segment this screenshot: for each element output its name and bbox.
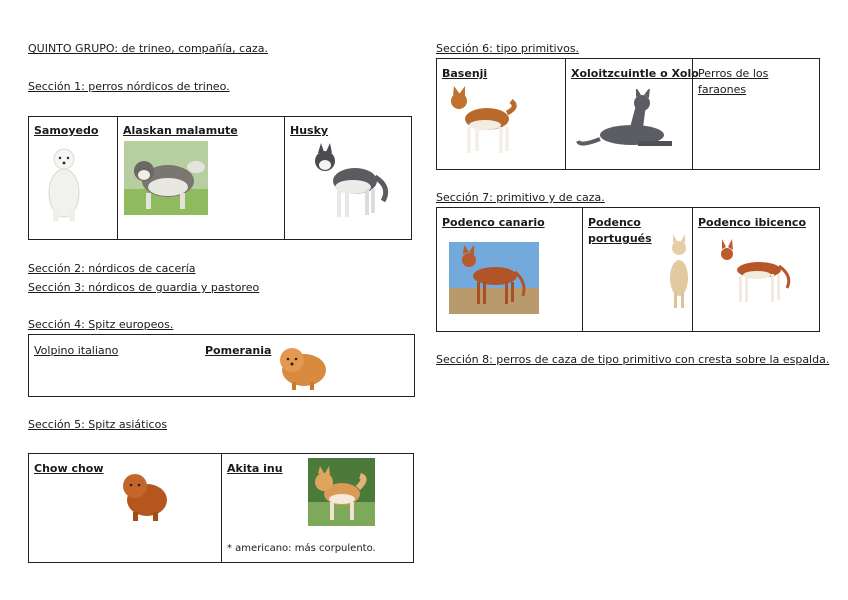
cell-podenco-canario <box>437 208 582 331</box>
basenji-image <box>445 85 521 157</box>
cell-xoloitzcuintle <box>565 59 699 169</box>
xoloitzcuintle-image <box>576 89 682 153</box>
cell-chow-chow <box>29 454 221 562</box>
section-5-heading: Sección 5: Spitz asiáticos <box>28 418 168 431</box>
section-1-table <box>28 116 412 240</box>
section-4-heading: Sección 4: Spitz europeos. <box>28 318 174 331</box>
chow-chow-image <box>119 468 171 522</box>
dog-name-faraones-line-2: faraones <box>698 83 747 96</box>
cell-podenco-ibicenco <box>692 208 819 331</box>
dog-name-basenji: Basenji <box>442 67 488 80</box>
dog-name-alaskan-malamute: Alaskan malamute <box>123 124 238 137</box>
dog-name-podenco-portugues-line-1: Podenco <box>588 216 641 229</box>
section-7-heading: Sección 7: primitivo y de caza. <box>436 191 605 204</box>
section-6-heading: Sección 6: tipo primitivos. <box>436 42 580 55</box>
dog-name-podenco-portugues-line-2: portugués <box>588 232 652 245</box>
pomerania-image <box>274 340 330 392</box>
dog-name-samoyedo: Samoyedo <box>34 124 99 137</box>
page-title: QUINTO GRUPO: de trineo, compañía, caza. <box>28 42 268 55</box>
dog-name-chow-chow: Chow chow <box>34 462 104 475</box>
section-1-heading: Sección 1: perros nórdicos de trineo. <box>28 80 230 93</box>
cell-podenco-portugues <box>582 208 692 331</box>
section-2-heading: Sección 2: nórdicos de cacería <box>28 262 196 275</box>
podenco-canario-image <box>449 242 539 314</box>
husky-image <box>309 141 393 223</box>
cell-perros-de-los-faraones <box>692 59 819 169</box>
dog-name-husky: Husky <box>290 124 329 137</box>
section-8-heading: Sección 8: perros de caza de tipo primitivo con cresta sobre la espalda. <box>436 353 830 366</box>
dog-name-volpino-italiano: Volpino italiano <box>34 344 119 357</box>
section-6-table <box>436 58 820 170</box>
dog-name-podenco-ibicenco: Podenco ibicenco <box>698 216 806 229</box>
dog-name-pomerania: Pomerania <box>205 344 272 357</box>
akita-inu-image <box>308 458 375 526</box>
section-4-table <box>28 334 415 397</box>
cell-samoyedo <box>29 117 117 239</box>
dog-name-akita-inu: Akita inu <box>227 462 283 475</box>
dog-name-podenco-canario: Podenco canario <box>442 216 545 229</box>
section-5-table <box>28 453 414 563</box>
dog-name-faraones-line-1: Perros de los <box>698 67 769 80</box>
podenco-ibicenco-image <box>715 238 797 310</box>
cell-alaskan-malamute <box>117 117 284 239</box>
section-3-heading: Sección 3: nórdicos de guardia y pastoreo <box>28 281 260 294</box>
cell-akita-inu <box>221 454 413 562</box>
podenco-portugues-image <box>665 234 693 310</box>
section-7-table <box>436 207 820 332</box>
dog-name-xoloitzcuintle: Xoloitzcuintle o Xolo <box>571 67 699 80</box>
cell-husky <box>284 117 411 239</box>
samoyedo-image <box>43 143 85 223</box>
alaskan-malamute-image <box>124 141 208 215</box>
akita-note: * americano: más corpulento. <box>227 543 376 554</box>
cell-basenji <box>437 59 565 169</box>
